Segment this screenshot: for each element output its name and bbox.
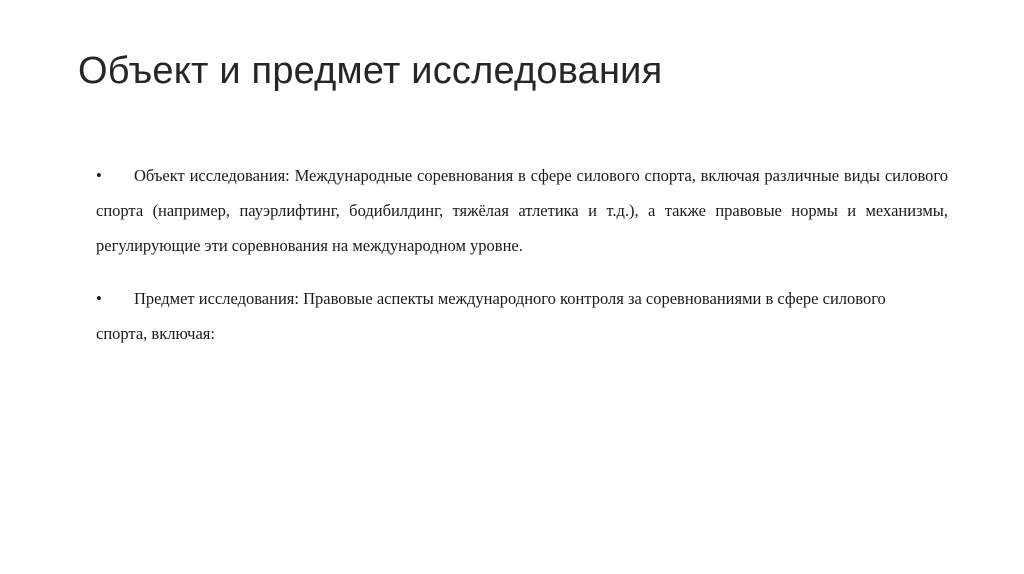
- bullet-item-object: [96, 158, 948, 263]
- bullet-text: Предмет исследования: Правовые аспекты международного контроля за соревнованиями в сфере силового спорта, включая:: [96, 289, 886, 343]
- bullet-item-subject: [96, 281, 934, 351]
- bullet-text: Объект исследования: Международные соревнования в сфере силового спорта, включая различные виды силового спорта (например, пауэрлифтинг, бодибилдинг, тяжёлая атлетика и т.д.), а также правовые нормы и механизмы, регулирующие эти соревнования на международном уровне.: [96, 166, 948, 255]
- slide-title: Объект и предмет исследования: [78, 50, 663, 92]
- bullet-icon: •: [96, 289, 102, 308]
- bullet-list: [96, 158, 948, 369]
- bullet-icon: •: [96, 166, 102, 185]
